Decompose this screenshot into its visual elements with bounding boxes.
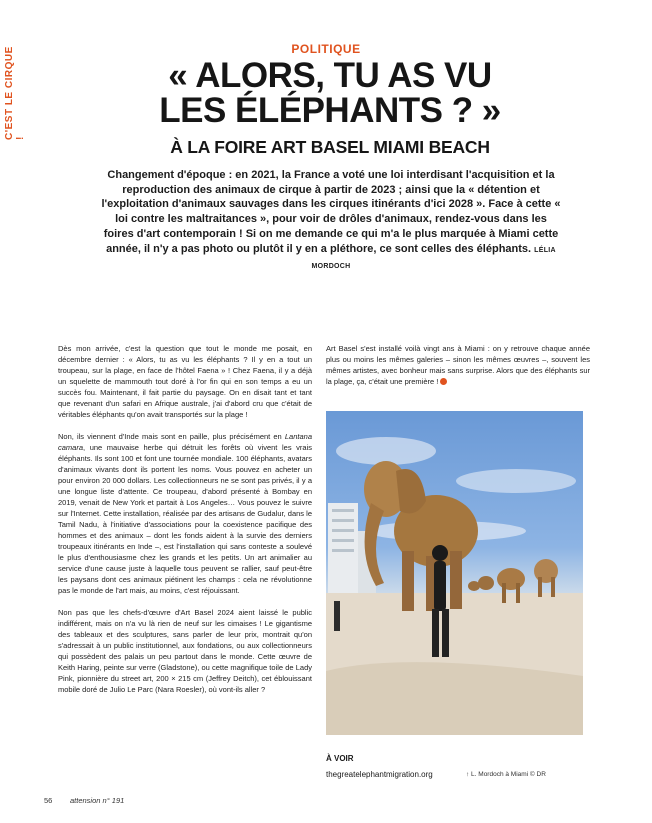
paragraph-2-text-a: Non, ils viennent d'Inde mais sont en paille, plus précisément en [58,432,285,441]
elephant-distant [497,568,525,590]
person-head [432,545,448,561]
photo-illustration [326,411,583,735]
elephant-leg [450,551,462,609]
see-also-label: À VOIR [326,754,354,763]
cloud-shape [336,437,436,465]
paragraph-4-text: Art Basel s'est installé voilà vingt ans à Miami : on y retrouve chaque année plus ou moins les mêmes galeries – sinon les mêmes œuvres –, souvent les mêmes artistes, avec bonheur mais sans surprise. Alors que des éléphants sur la plage, ça, c'était une première ! [326,344,590,386]
elephant-leg [538,577,542,597]
building-window [332,539,354,542]
body-column-right [326,343,590,387]
author-name: LÉLIA MORDOCH [311,246,556,271]
building-shape [328,503,358,593]
elephant-leg [502,583,506,603]
body-paragraph-1: Dès mon arrivée, c'est la question que tout le monde me posait, en décembre dernier : « Alors, tu as vu les éléphants ? Il y en a tout un troupeau, sur la plage, en face de l'hôtel Faena » ! Chez Faena, il y a déjà un squelette de mammouth tout doré à l'or fin qui en son temps a eu un succès fou. Maintenant, il fait partie du paysage. On en disait tant et tant que revenant d'un safari en Afrique australe, j'ai d'abord cru que c'était de véritables éléphants qu'on avait transportés sur la plage ! [58,344,312,419]
person-leg [442,609,449,657]
plant-name-italic: Lantana camara [58,432,312,452]
elephant-leg [402,551,414,611]
end-of-article-dot-icon [440,378,447,385]
article-subtitle: À LA FOIRE ART BASEL MIAMI BEACH [170,137,490,157]
lead-text: Changement d'époque : en 2021, la France a voté une loi interdisant l'acquisition et la reproduction des animaux de cirque à partir de 2023 ; ainsi que la « détention et l'exploitation d'animaux sauvages dans les cirques itinérants d'ici 2028 ». Face à cette « loi contre les maltraitances », pour voir de drôles d'animaux, rendez-vous dans les foires d'art contemporain ! Si on me demande ce qui m'a le plus marquée à Miami cette année, il n'y a pas photo ou plutôt il y en a pléthore, ce sont celles des éléphants. [101,169,561,255]
beach-elephants-photo [326,411,583,735]
section-side-label: C'EST LE CIRQUE ! [4,46,26,140]
building-window [332,529,354,532]
building-window [332,519,354,522]
person-figure-small [334,601,340,631]
cloud-shape [456,469,576,493]
body-paragraph-2 [58,431,312,596]
magazine-issue: attension n° 191 [70,796,125,805]
photo-credit: ↑ L. Mordoch à Miami © DR [466,771,546,778]
paragraph-2-text-b: , une mauvaise herbe qui détruit les forêts où vivent les vrais éléphants. Ils sont 100 et font une tournée mondiale. 100 éléphants, avatars d'animaux vivants dont ils portent les noms. Vous pouvez en acheter un pour environ 20 000 dollars. Les collectionneurs ne se sont pas privés, il y a une longue liste d'attente. Ce troupeau, d'abord présenté à Bombay en 2019, venait de New York et partait à Los Angeles… Vous pouvez le suivre sur l'Internet. Cette installation, réalisée par des artisans de Gudalur, dans le Tamil Nadu, à l'initiative d'associations pour la coexistence pacifique des hommes et des animaux – dont les fonds aident à la survie des derniers troupeaux itinérants en Inde –, est l'installation qui sans conteste a soulevé le plus d'enthousiasme chez les grands et les petits. Un art animalier au service d'une cause juste à laquelle tous peuvent se rallier, sauf peut-être les paysans dont ces animaux piétinent les champs : cela ne révolutionne pas le monde de l'art mais, au moins, c'est réjouissant. [58,443,312,595]
body-column-left [58,343,312,706]
title-line-2: LES ÉLÉPHANTS ? » [159,91,501,130]
building-window [332,549,354,552]
sand-shadow [326,662,583,735]
person-figure [434,561,446,611]
building-window [332,509,354,512]
body-paragraph-4 [326,343,590,387]
page-number: 56 [44,796,53,805]
elephant-leg [516,583,520,603]
elephant-distant [468,581,480,591]
rubric-label: POLITIQUE [291,42,361,56]
elephant-distant [478,576,494,590]
title-line-1: « ALORS, TU AS VU [168,56,492,95]
article-title [60,58,600,128]
article-lead [100,168,562,275]
elephant-leg [551,577,555,597]
body-paragraph-3: Non pas que les chefs-d'œuvre d'Art Basel 2024 aient laissé le public indifférent, mais on n'a vu là rien de neuf sur les cimaises ! Le gigantisme des tableaux et des sculptures, sans parler de leur prix, montrait qu'on s'adressait à un public institutionnel, aux fondations, ou aux collectionneurs qui possèdent des palais un peu partout dans le monde. Cette œuvre de Keith Haring, peinte sur verre (Gladstone), ou cette magnifique toile de Lady Pink, pionnière du street art, 200 × 215 cm (Jeffrey Deitch), cet éblouissant mobile doré de Julio Le Parc (Nara Roesler), où vont-ils aller ? [58,608,312,694]
elephant-main-ear [396,469,426,513]
person-leg [432,609,439,657]
see-also-link[interactable]: thegreatelephantmigration.org [326,770,433,779]
